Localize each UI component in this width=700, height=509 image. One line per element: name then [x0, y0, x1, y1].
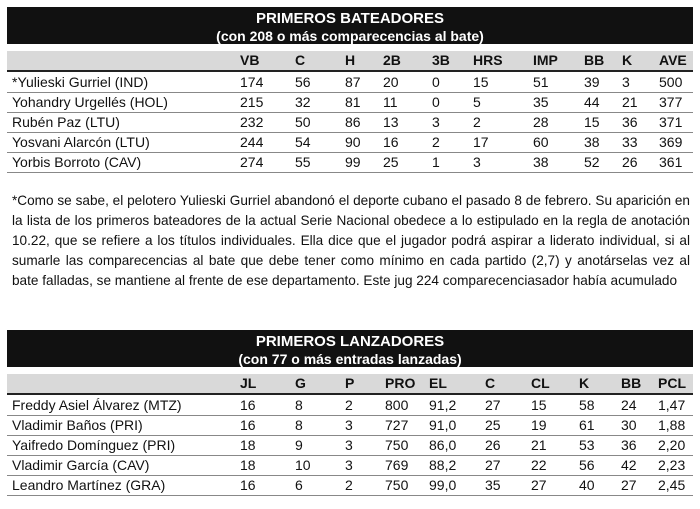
stat-jl: 18 [240, 437, 256, 453]
batting-title-bar [7, 7, 693, 44]
stat-g: 10 [295, 457, 311, 473]
stat-pro: 800 [385, 397, 409, 413]
stat-hrs: 3 [473, 154, 481, 170]
table-row [7, 455, 693, 476]
player-name: Yaifredo Domínguez (PRI) [12, 437, 176, 453]
stat-imp: 38 [533, 154, 549, 170]
stat-el: 91,0 [429, 417, 457, 433]
player-name: Rubén Paz (LTU) [12, 114, 120, 130]
pitching-col-pcl: PCL [658, 375, 686, 391]
stat-g: 6 [295, 477, 303, 493]
stat-g: 9 [295, 437, 303, 453]
player-name: Yohandry Urgellés (HOL) [12, 94, 168, 110]
batting-col-bb: BB [584, 52, 605, 68]
stat-ave: 361 [659, 154, 683, 170]
table-row [7, 435, 693, 456]
table-row [7, 415, 693, 436]
table-row [7, 72, 693, 93]
stat-bb: 42 [621, 457, 637, 473]
stat-hrs: 15 [473, 74, 489, 90]
player-name: Yosvani Alarcón (LTU) [12, 134, 150, 150]
stat-k: 21 [622, 94, 638, 110]
stat-cl: 21 [531, 437, 547, 453]
batting-col-imp: IMP [533, 52, 558, 68]
stat-c: 27 [485, 457, 501, 473]
table-row [7, 475, 693, 496]
batting-title: PRIMEROS BATEADORES [255, 10, 445, 27]
player-name: *Yulieski Gurriel (IND) [12, 74, 149, 90]
stat-h: 90 [345, 134, 361, 150]
stat-g: 8 [295, 397, 303, 413]
stat-cl: 15 [531, 397, 547, 413]
table-row [7, 132, 693, 153]
stat-imp: 51 [533, 74, 549, 90]
stat-k: 26 [622, 154, 638, 170]
stat-imp: 28 [533, 114, 549, 130]
stat-imp: 35 [533, 94, 549, 110]
stat-vb: 232 [240, 114, 264, 130]
stat-vb: 174 [240, 74, 264, 90]
stat-p: 3 [345, 417, 353, 433]
stat-k: 58 [579, 397, 595, 413]
stat-hrs: 5 [473, 94, 481, 110]
pitching-col-bb: BB [621, 375, 642, 391]
stat-hrs: 2 [473, 114, 481, 130]
stat-g: 8 [295, 417, 303, 433]
stat-bb: 24 [621, 397, 637, 413]
pitching-col-pro: PRO [385, 375, 416, 391]
stat-c: 50 [295, 114, 311, 130]
stat-k: 33 [622, 134, 638, 150]
player-name: Vladimir García (CAV) [12, 457, 150, 473]
stat-pcl: 1,47 [658, 397, 686, 413]
table-row [7, 92, 693, 113]
batting-col-ave: AVE [659, 52, 687, 68]
stat-k: 56 [579, 457, 595, 473]
stat-3b: 0 [432, 74, 440, 90]
stat-ave: 377 [659, 94, 683, 110]
stat-c: 25 [485, 417, 501, 433]
stat-p: 3 [345, 437, 353, 453]
stat-2b: 13 [383, 114, 399, 130]
pitching-col-k: K [579, 375, 590, 391]
footnote: *Como se sabe, el pelotero Yulieski Gurriel abandonó el deporte cubano el pasado 8 de febrero. Su aparición en la lista de los primeros bateadores de la actual Serie Nacional obedece a lo estipulado en la regla de anotación 10.22, que se refiere a los títulos individuales. Ella dice que el jugador podrá aspirar a liderato individual, si al sumarle las comparecencias al bate que debe tener como mínimo en cada partido (2,7) y anotárselas vez al bate falladas, se mantiene al frente de ese departamento. Este jug 224 comparecenciasador había acumulado [12, 193, 690, 288]
stat-h: 87 [345, 74, 361, 90]
batting-col-h: H [345, 52, 356, 68]
stat-el: 91,2 [429, 397, 457, 413]
batting-col-k: K [622, 52, 633, 68]
stat-3b: 1 [432, 154, 440, 170]
stat-bb: 52 [584, 154, 600, 170]
stat-jl: 16 [240, 477, 256, 493]
stat-3b: 3 [432, 114, 440, 130]
stat-pro: 769 [385, 457, 409, 473]
stat-2b: 11 [383, 94, 398, 110]
stat-hrs: 17 [473, 134, 489, 150]
pitching-column-headers [7, 374, 693, 395]
stat-bb: 30 [621, 417, 637, 433]
pitching-subtitle: (con 77 o más entradas lanzadas) [238, 351, 462, 367]
stat-k: 3 [622, 74, 630, 90]
stat-pro: 727 [385, 417, 409, 433]
stat-pro: 750 [385, 477, 409, 493]
stat-pcl: 2,45 [658, 477, 686, 493]
stat-el: 88,2 [429, 457, 457, 473]
batting-col-vb: VB [240, 52, 260, 68]
stat-k: 36 [622, 114, 638, 130]
stat-bb: 39 [584, 74, 600, 90]
stat-jl: 16 [240, 397, 256, 413]
stat-c: 56 [295, 74, 311, 90]
stat-ave: 371 [659, 114, 683, 130]
stat-c: 32 [295, 94, 311, 110]
batting-col-c: C [295, 52, 306, 68]
batting-column-headers [7, 51, 693, 72]
stat-bb: 38 [584, 134, 600, 150]
stat-imp: 60 [533, 134, 549, 150]
pitching-col-cl: CL [531, 375, 550, 391]
stat-k: 53 [579, 437, 595, 453]
stat-ave: 500 [659, 74, 683, 90]
stat-c: 27 [485, 397, 501, 413]
stat-h: 81 [345, 94, 361, 110]
stat-2b: 16 [383, 134, 399, 150]
stat-h: 99 [345, 154, 361, 170]
table-row [7, 395, 693, 416]
pitching-col-jl: JL [240, 375, 257, 391]
pitching-col-p: P [345, 375, 355, 391]
stat-pcl: 2,20 [658, 437, 686, 453]
stat-el: 86,0 [429, 437, 457, 453]
stat-bb: 15 [584, 114, 600, 130]
pitching-title-bar [7, 330, 693, 367]
stat-pcl: 1,88 [658, 417, 686, 433]
stat-ave: 369 [659, 134, 683, 150]
player-name: Vladimir Baños (PRI) [12, 417, 143, 433]
stat-c: 55 [295, 154, 311, 170]
pitching-col-g: G [295, 375, 306, 391]
stat-vb: 215 [240, 94, 264, 110]
player-name: Yorbis Borroto (CAV) [12, 154, 142, 170]
stat-pcl: 2,23 [658, 457, 686, 473]
stat-bb: 27 [621, 477, 637, 493]
stat-jl: 18 [240, 457, 256, 473]
stat-vb: 244 [240, 134, 264, 150]
pitching-title: PRIMEROS LANZADORES [255, 333, 445, 350]
pitching-col-el: EL [429, 375, 447, 391]
batting-subtitle: (con 208 o más comparecencias al bate) [216, 28, 484, 44]
stat-cl: 22 [531, 457, 547, 473]
stat-jl: 16 [240, 417, 256, 433]
player-name: Leandro Martínez (GRA) [12, 477, 166, 493]
stat-vb: 274 [240, 154, 264, 170]
table-row [7, 152, 693, 173]
stat-bb: 44 [584, 94, 600, 110]
stat-h: 86 [345, 114, 361, 130]
pitching-col-c: C [485, 375, 496, 391]
stat-p: 2 [345, 397, 353, 413]
stat-c: 35 [485, 477, 501, 493]
stat-3b: 0 [432, 94, 440, 110]
stat-p: 3 [345, 457, 353, 473]
table-row [7, 112, 693, 133]
player-name: Freddy Asiel Álvarez (MTZ) [12, 397, 182, 413]
stat-pro: 750 [385, 437, 409, 453]
stat-bb: 36 [621, 437, 637, 453]
stat-2b: 25 [383, 154, 399, 170]
stat-p: 2 [345, 477, 353, 493]
stat-c: 54 [295, 134, 311, 150]
stat-k: 40 [579, 477, 595, 493]
batting-col-2b: 2B [383, 52, 401, 68]
stat-3b: 2 [432, 134, 440, 150]
stat-cl: 27 [531, 477, 547, 493]
stat-c: 26 [485, 437, 501, 453]
batting-col-3b: 3B [432, 52, 450, 68]
stat-k: 61 [579, 417, 595, 433]
stat-2b: 20 [383, 74, 399, 90]
stat-el: 99,0 [429, 477, 457, 493]
batting-col-hrs: HRS [473, 52, 503, 68]
stat-cl: 19 [531, 417, 547, 433]
